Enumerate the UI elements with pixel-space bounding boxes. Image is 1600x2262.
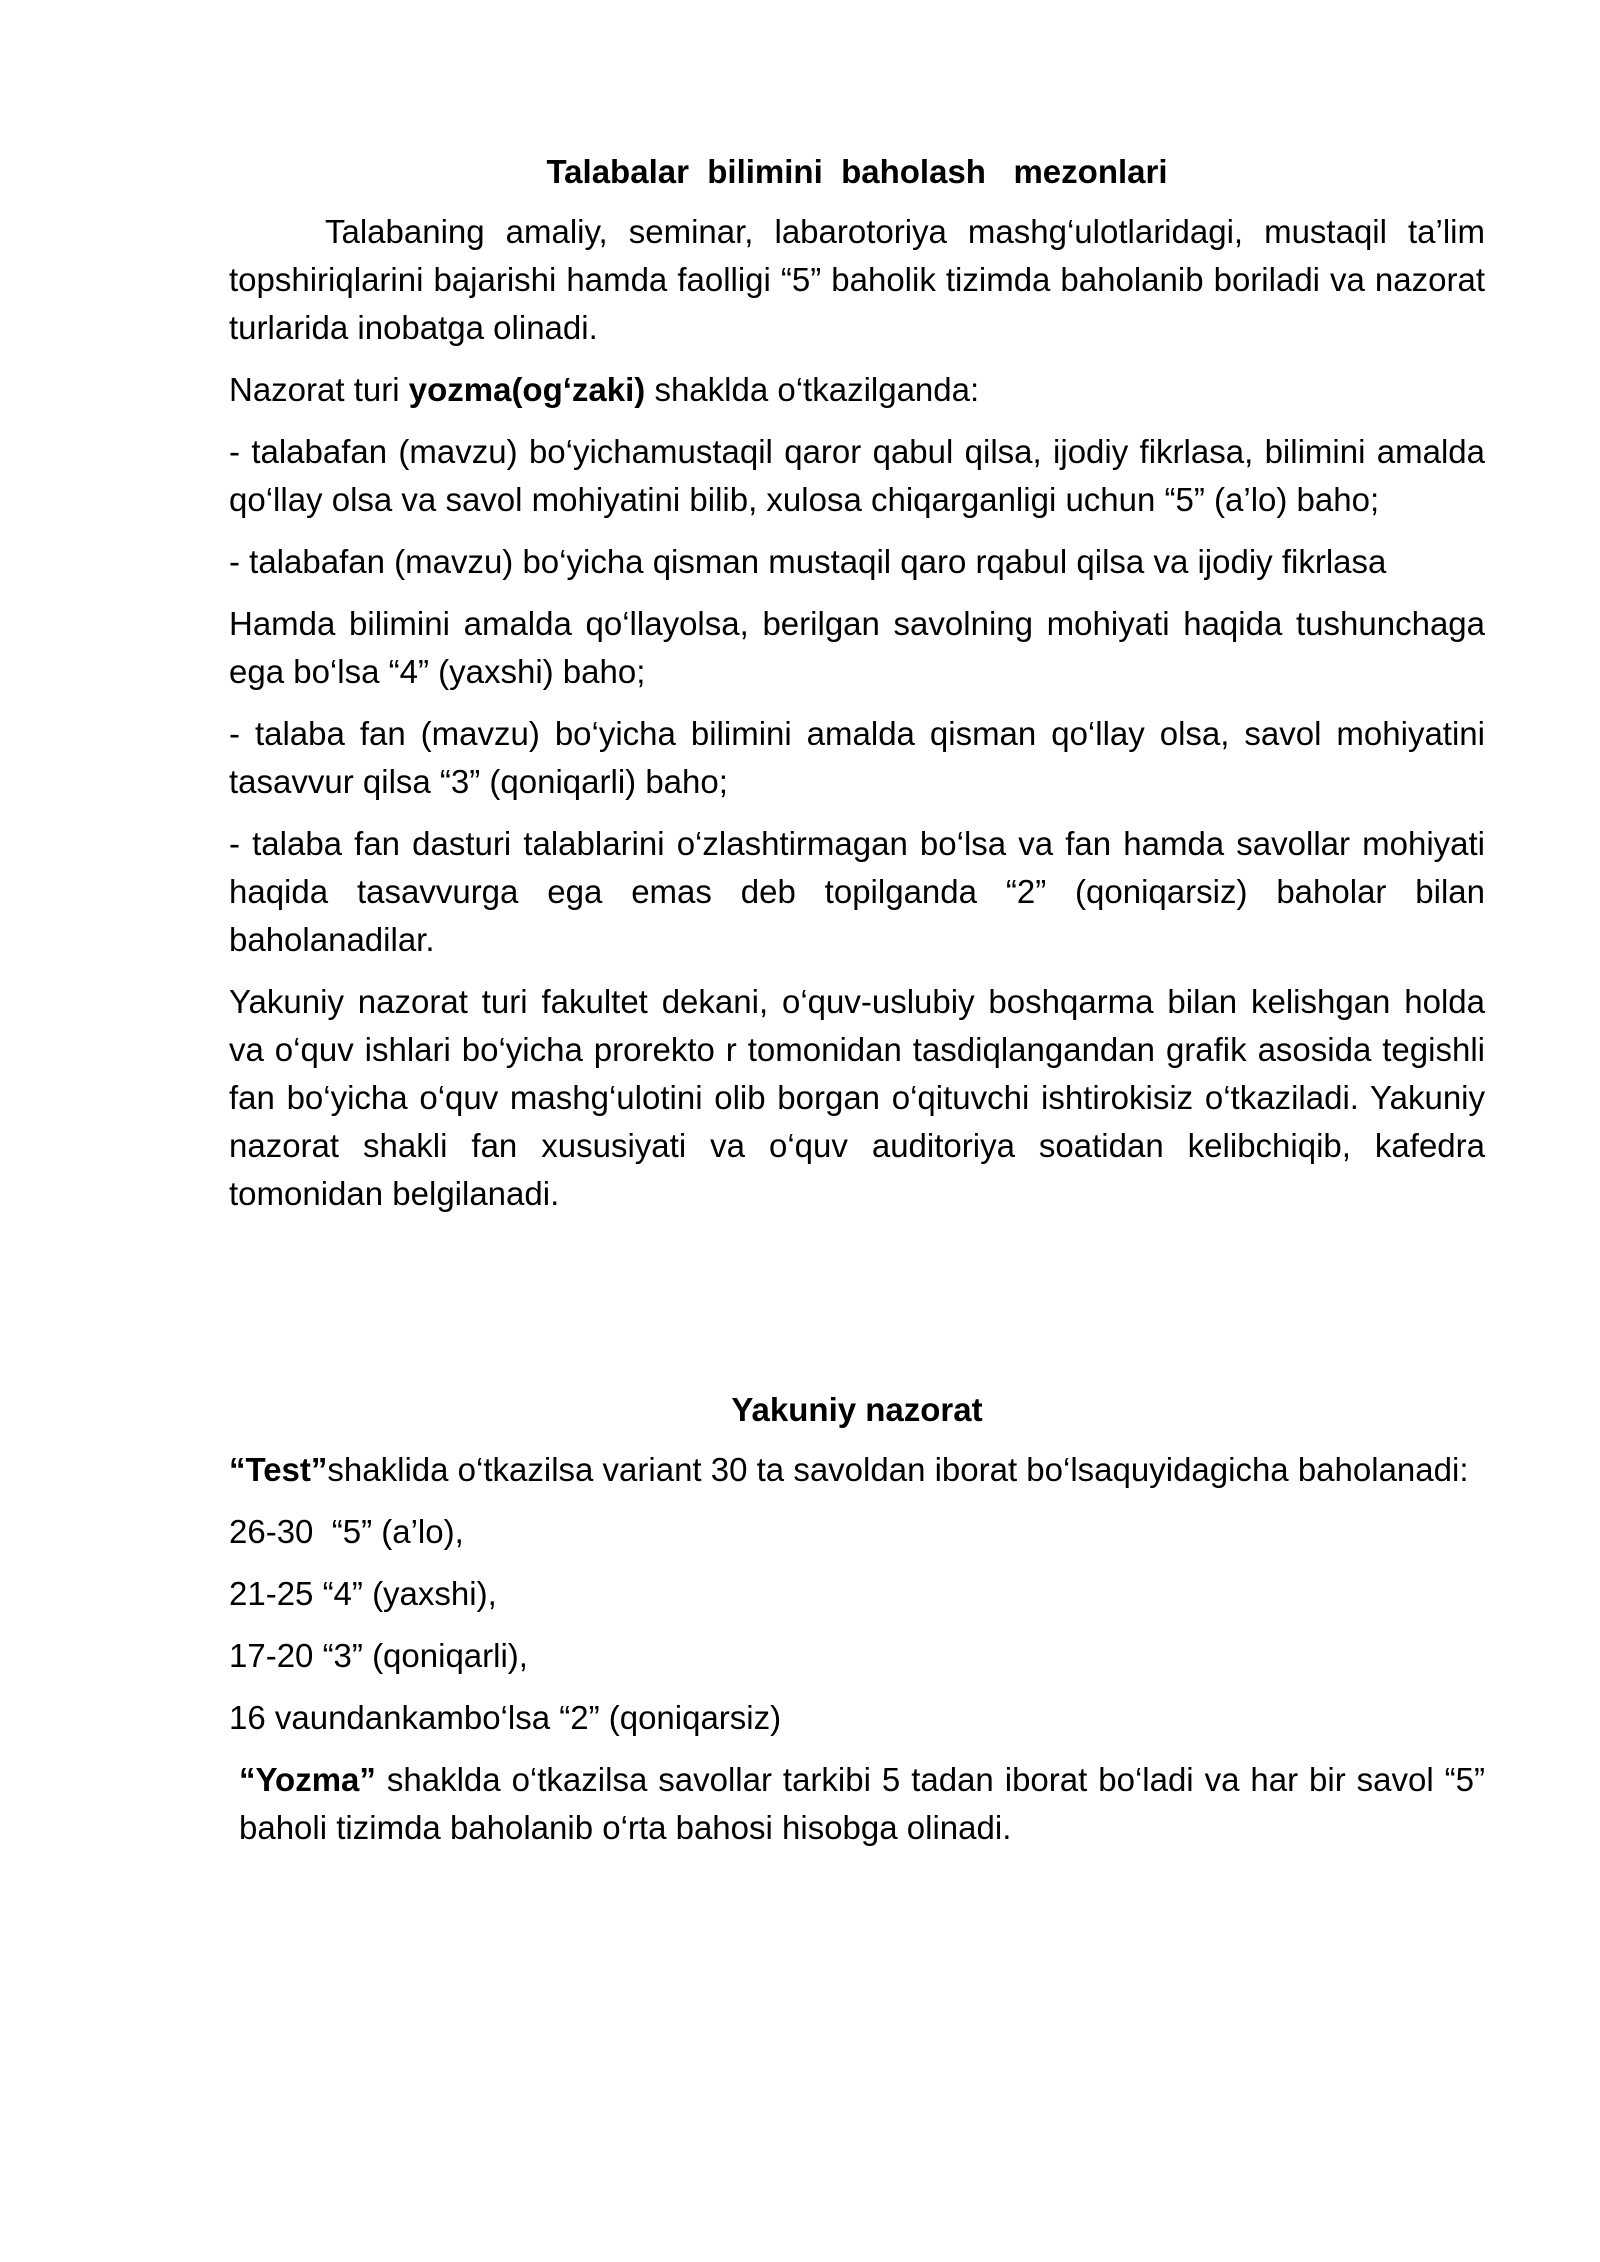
criteria-good-line-1: - talabafan (mavzu) bo‘yicha qisman mustaqil qaro rqabul qilsa va ijodiy fikrlasa [229, 543, 1387, 580]
document-title: Talabalar bilimini baholash mezonlari [546, 153, 1168, 190]
criteria-excellent: - talabafan (mavzu) bo‘yichamustaqil qaror qabul qilsa, ijodiy fikrlasa, bilimini amalda qo‘llay olsa va savol mohiyatini bilib, xulosa chiqarganligi uchun “5” (a’lo) baho; [229, 433, 1485, 518]
score-range-excellent: 26-30 “5” (a’lo), [229, 1513, 464, 1550]
score-range-satisfactory: 17-20 “3” (qoniqarli), [229, 1637, 528, 1674]
test-format-text: shaklida o‘tkazilsa variant 30 ta savoldan iborat bo‘lsaquyidagicha baholanadi: [327, 1451, 1469, 1488]
criteria-good-line-2: Hamda bilimini amalda qo‘llayolsa, berilgan savolning mohiyati haqida tushunchaga ega bo‘lsa “4” (yaxshi) baho; [229, 605, 1485, 690]
control-type-line [229, 366, 1485, 414]
written-format-bold: “Yozma” [239, 1761, 376, 1798]
criteria-satisfactory: - talaba fan (mavzu) bo‘yicha bilimini amalda qisman qo‘llay olsa, savol mohiyatini tasavvur qilsa “3” (qoniqarli) baho; [229, 715, 1485, 800]
test-format-bold: “Test” [229, 1451, 328, 1488]
document-body [229, 148, 1485, 1866]
section-title: Yakuniy nazorat [731, 1391, 983, 1428]
written-format-line [229, 1756, 1485, 1852]
written-format-text: shaklda o‘tkazilsa savollar tarkibi 5 tadan iborat bo‘ladi va har bir savol “5” baholi tizimda baholanib o‘rta bahosi hisobga olinadi. [239, 1761, 1485, 1846]
score-range-good: 21-25 “4” (yaxshi), [229, 1575, 497, 1612]
control-type-prefix: Nazorat turi [229, 371, 409, 408]
control-type-bold: yozma(og‘zaki) [408, 371, 646, 408]
intro-paragraph: Talabaning amaliy, seminar, labarotoriya mashg‘ulotlaridagi, mustaqil ta’lim topshiriqlarini bajarishi hamda faolligi “5” baholik tizimda baholanib boriladi va nazorat turlarida inobatga olinadi. [229, 213, 1485, 346]
control-type-suffix: shaklda o‘tkazilganda: [645, 371, 980, 408]
score-range-unsatisfactory: 16 vaundankambo‘lsa “2” (qoniqarsiz) [229, 1699, 782, 1736]
section-spacer [229, 1232, 1485, 1386]
criteria-unsatisfactory: - talaba fan dasturi talablarini o‘zlashtirmagan bo‘lsa va fan hamda savollar mohiyati haqida tasavvurga ega emas deb topilganda “2” (qoniqarsiz) baholar bilan baholanadilar. [229, 825, 1485, 958]
final-control-paragraph: Yakuniy nazorat turi fakultet dekani, o‘quv-uslubiy boshqarma bilan kelishgan holda va o‘quv ishlari bo‘yicha prorekto r tomonidan tasdiqlangandan grafik asosida tegishli fan bo‘yicha o‘quv mashg‘ulotini olib borgan o‘qituvchi ishtirokisiz o‘tkaziladi. Yakuniy nazorat shakli fan xususiyati va o‘quv auditoriya soatidan kelibchiqib, kafedra tomonidan belgilanadi. [229, 983, 1485, 1212]
test-format-line [229, 1446, 1485, 1494]
